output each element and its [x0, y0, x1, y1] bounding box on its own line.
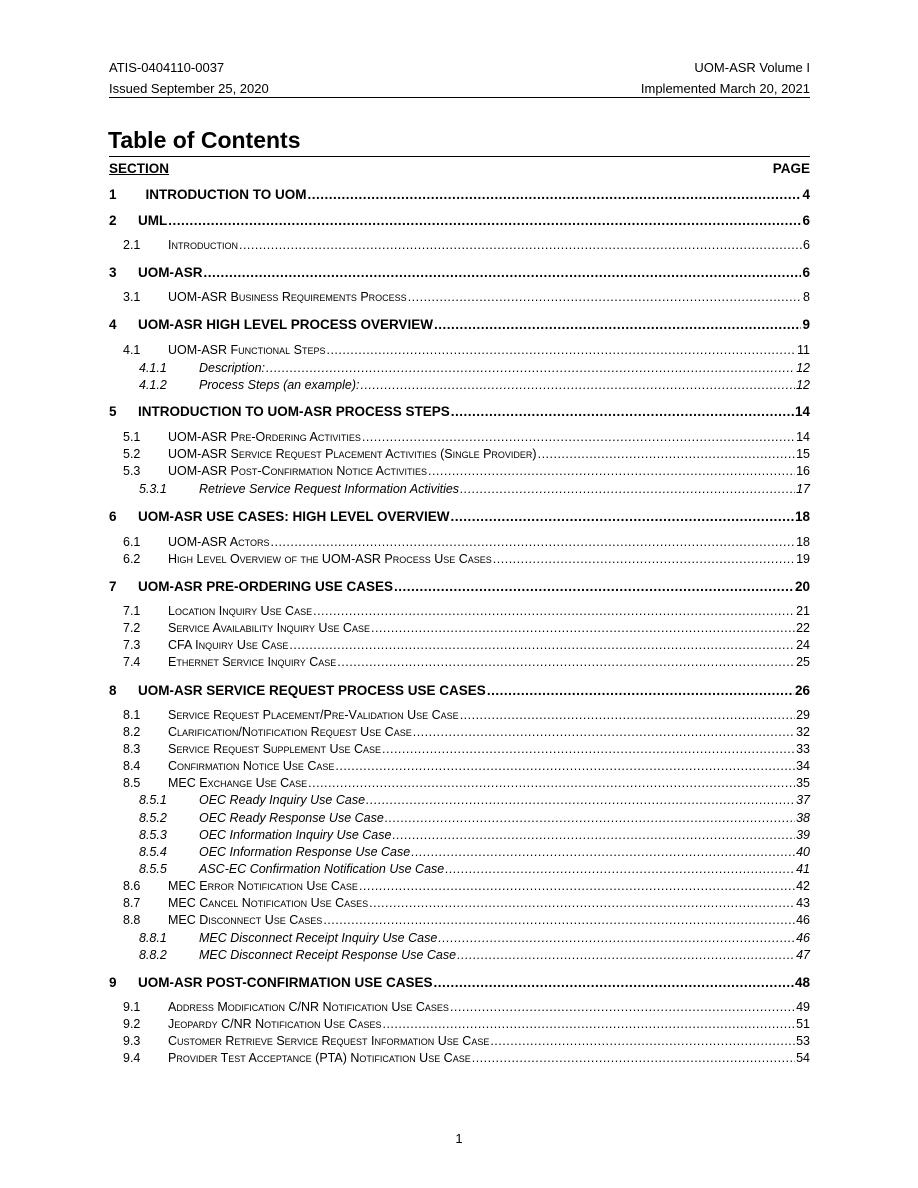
toc-entry-page: 40	[796, 845, 810, 859]
running-header-dates	[109, 81, 810, 98]
dot-leader	[451, 508, 794, 525]
toc-entry[interactable]	[109, 725, 810, 740]
toc-entry[interactable]	[109, 776, 810, 791]
toc-entry-page: 9	[802, 317, 810, 332]
dot-leader	[434, 316, 801, 333]
toc-entry-number: 2	[109, 213, 117, 228]
toc-entry-title: MEC Error Notification Use Case	[168, 879, 358, 893]
toc-entry-page: 18	[796, 535, 810, 549]
toc-entry-number: 6	[109, 509, 117, 524]
toc-entry-title: UOM-ASR USE CASES: HIGH LEVEL OVERVIEW	[138, 509, 450, 524]
title-divider	[109, 156, 810, 157]
toc-entry-number: 6.1	[123, 535, 141, 549]
issued-date: Issued September 25, 2020	[109, 81, 269, 96]
toc-entry-page: 8	[803, 290, 810, 304]
toc-entry-number: 8.4	[123, 759, 141, 773]
toc-entry-title: UOM-ASR Functional Steps	[168, 343, 326, 357]
toc-entry[interactable]	[109, 361, 810, 376]
dot-leader	[361, 378, 796, 393]
toc-entry-number: 8.5.1	[139, 793, 167, 807]
toc-entry-title: Service Availability Inquiry Use Case	[168, 621, 370, 635]
toc-entry-number: 2.1	[123, 238, 141, 252]
toc-entry-page: 34	[796, 759, 810, 773]
toc-entry[interactable]	[109, 759, 810, 774]
toc-entry[interactable]	[109, 378, 810, 393]
toc-entry-page: 25	[796, 655, 810, 669]
toc-entry-title: Address Modification C/NR Notification Use Cases	[168, 1000, 449, 1014]
dot-leader	[308, 186, 802, 203]
toc-entry-page: 46	[796, 931, 810, 945]
toc-entry-page: 6	[803, 238, 810, 252]
dot-leader	[490, 1034, 795, 1049]
toc-entry[interactable]	[109, 742, 810, 757]
dot-leader	[451, 403, 794, 420]
dot-leader	[460, 708, 795, 723]
toc-entry-title: Provider Test Acceptance (PTA) Notification Use Case	[168, 1051, 471, 1065]
dot-leader	[460, 482, 795, 497]
toc-entry-title: Jeopardy C/NR Notification Use Cases	[168, 1017, 382, 1031]
dot-leader	[359, 879, 795, 894]
dot-leader	[428, 464, 795, 479]
toc-entry[interactable]	[109, 212, 810, 229]
toc-entry[interactable]	[109, 913, 810, 928]
toc-entry-page: 6	[802, 265, 810, 280]
toc-entry-title: UOM-ASR	[138, 265, 203, 280]
toc-entry-number: 7	[109, 579, 117, 594]
toc-entry-page: 48	[794, 975, 810, 990]
toc-entry-page: 54	[796, 1051, 810, 1065]
toc-entry-title: UOM-ASR Post-Confirmation Notice Activities	[168, 464, 427, 478]
toc-entry-page: 20	[794, 579, 810, 594]
toc-entry-number: 8.8	[123, 913, 141, 927]
toc-entry-page: 33	[796, 742, 810, 756]
dot-leader	[369, 896, 795, 911]
dot-leader	[168, 212, 801, 229]
toc-entry[interactable]	[109, 290, 810, 305]
toc-entry-number: 1	[109, 187, 117, 202]
toc-entry[interactable]	[109, 811, 810, 826]
toc-entry-page: 51	[796, 1017, 810, 1031]
toc-entry-title: MEC Cancel Notification Use Cases	[168, 896, 369, 910]
dot-leader	[457, 948, 795, 963]
toc-entry-title: MEC Disconnect Use Cases	[168, 913, 323, 927]
toc-entry-page: 4	[802, 187, 810, 202]
toc-entry[interactable]	[109, 948, 810, 963]
toc-entry-number: 4	[109, 317, 117, 332]
volume-label: UOM-ASR Volume I	[694, 60, 810, 75]
toc-entry-page: 22	[796, 621, 810, 635]
dot-leader	[392, 828, 795, 843]
dot-leader	[313, 604, 795, 619]
toc-entry-page: 38	[796, 811, 810, 825]
toc-entry-number: 4.1.2	[139, 378, 167, 392]
toc-entry-page: 24	[796, 638, 810, 652]
toc-entry-number: 7.2	[123, 621, 141, 635]
toc-entry[interactable]	[109, 862, 810, 877]
toc-entry[interactable]	[109, 708, 810, 723]
toc-entry[interactable]	[109, 974, 810, 991]
toc-entry-number: 4.1	[123, 343, 141, 357]
dot-leader	[394, 578, 794, 595]
dot-leader	[538, 447, 796, 462]
toc-entry-title: UOM-ASR Actors	[168, 535, 270, 549]
toc-entry-title: Confirmation Notice Use Case	[168, 759, 335, 773]
toc-entry-title: Process Steps (an example):	[199, 378, 360, 392]
toc-title: Table of Contents	[108, 127, 301, 153]
toc-entry[interactable]	[109, 1000, 810, 1015]
toc-entry-number: 8.5	[123, 776, 141, 790]
toc-entry[interactable]	[109, 552, 810, 567]
toc-entry-page: 42	[796, 879, 810, 893]
toc-entry-number: 8.5.4	[139, 845, 167, 859]
toc-entry-number: 7.3	[123, 638, 141, 652]
dot-leader	[413, 725, 795, 740]
toc-entry[interactable]	[109, 1051, 810, 1066]
toc-entry[interactable]	[109, 931, 810, 946]
dot-leader	[323, 913, 795, 928]
toc-entry-page: 19	[796, 552, 810, 566]
toc-entry-number: 8.5.3	[139, 828, 167, 842]
dot-leader	[289, 638, 795, 653]
toc-entry-number: 8.3	[123, 742, 141, 756]
toc-entry-number: 8.6	[123, 879, 141, 893]
dot-leader	[326, 343, 796, 358]
toc-entry-page: 41	[796, 862, 810, 876]
toc-entry-title: OEC Ready Inquiry Use Case	[199, 793, 366, 807]
toc-entry-page: 21	[796, 604, 810, 618]
toc-column-headings	[109, 161, 810, 177]
toc-entry-number: 8.8.2	[139, 948, 167, 962]
toc-entry-title: CFA Inquiry Use Case	[168, 638, 289, 652]
toc-entry-number: 8.8.1	[139, 931, 167, 945]
toc-entry-title: MEC Exchange Use Case	[168, 776, 308, 790]
toc-entry-number: 5.1	[123, 430, 141, 444]
toc-entry-title: INTRODUCTION TO UOM	[138, 187, 307, 202]
dot-leader	[308, 776, 795, 791]
toc-entry[interactable]	[109, 508, 810, 525]
toc-entry-page: 49	[796, 1000, 810, 1014]
dot-leader	[493, 552, 795, 567]
toc-entry-title: UOM-ASR Service Request Placement Activities (Single Provider)	[168, 447, 537, 461]
dot-leader	[434, 974, 794, 991]
toc-entry[interactable]	[109, 403, 810, 420]
toc-entry[interactable]	[109, 682, 810, 699]
toc-entry-number: 3.1	[123, 290, 141, 304]
toc-entry[interactable]	[109, 879, 810, 894]
dot-leader	[271, 535, 796, 550]
toc-entry[interactable]	[109, 343, 810, 358]
toc-entry-number: 3	[109, 265, 117, 280]
toc-entry-title: UOM-ASR SERVICE REQUEST PROCESS USE CASES	[138, 683, 486, 698]
toc-entry[interactable]	[109, 793, 810, 808]
toc-entry-page: 12	[796, 378, 810, 392]
toc-entry-title: UOM-ASR PRE-ORDERING USE CASES	[138, 579, 394, 594]
toc-entry-title: UOM-ASR POST-CONFIRMATION USE CASES	[138, 975, 433, 990]
toc-entry-title: Description:	[199, 361, 265, 375]
dot-leader	[371, 621, 795, 636]
toc-entry-number: 8.5.2	[139, 811, 167, 825]
dot-leader	[266, 361, 795, 376]
toc-entry-number: 5.2	[123, 447, 141, 461]
toc-entry-title: Customer Retrieve Service Request Information Use Case	[168, 1034, 490, 1048]
toc-entry-number: 5.3	[123, 464, 141, 478]
toc-entry-page: 39	[796, 828, 810, 842]
toc-entry-title: OEC Information Inquiry Use Case	[199, 828, 392, 842]
dot-leader	[450, 1000, 795, 1015]
toc-entry-number: 9	[109, 975, 117, 990]
toc-entry-title: Ethernet Service Inquiry Case	[168, 655, 337, 669]
toc-entry-title: INTRODUCTION TO UOM-ASR PROCESS STEPS	[138, 404, 450, 419]
toc-entry-title: Service Request Placement/Pre-Validation Use Case	[168, 708, 459, 722]
toc-entry[interactable]	[109, 845, 810, 860]
toc-entry-title: MEC Disconnect Receipt Response Use Case	[199, 948, 457, 962]
toc-entry-title: UOM-ASR HIGH LEVEL PROCESS OVERVIEW	[138, 317, 434, 332]
dot-leader	[411, 845, 795, 860]
dot-leader	[362, 430, 795, 445]
toc-entry-number: 8.5.5	[139, 862, 167, 876]
toc-entry-page: 6	[802, 213, 810, 228]
toc-entry-title: ASC-EC Confirmation Notification Use Case	[199, 862, 445, 876]
toc-entry-title: Clarification/Notification Request Use Case	[168, 725, 412, 739]
dot-leader	[382, 1017, 795, 1032]
toc-entry-title: Introduction	[168, 238, 238, 252]
dot-leader	[472, 1051, 795, 1066]
toc-entry-number: 6.2	[123, 552, 141, 566]
toc-entry-number: 5.3.1	[139, 482, 167, 496]
toc-entry-page: 17	[796, 482, 810, 496]
toc-entry-page: 43	[796, 896, 810, 910]
toc-entry-number: 8.1	[123, 708, 141, 722]
toc-entry-page: 11	[797, 343, 810, 357]
toc-entry[interactable]	[109, 828, 810, 843]
dot-leader	[382, 742, 795, 757]
toc-entry-title: OEC Ready Response Use Case	[199, 811, 384, 825]
toc-entry-number: 5	[109, 404, 117, 419]
dot-leader	[366, 793, 795, 808]
toc-entry-number: 9.2	[123, 1017, 141, 1031]
toc-entry[interactable]	[109, 316, 810, 333]
toc-entry-page: 53	[796, 1034, 810, 1048]
toc-entry-page: 14	[794, 404, 810, 419]
dot-leader	[204, 264, 802, 281]
toc-entry-page: 32	[796, 725, 810, 739]
dot-leader	[445, 862, 795, 877]
toc-entry-page: 35	[796, 776, 810, 790]
toc-entry[interactable]	[109, 238, 810, 253]
page-column-label: PAGE	[772, 161, 810, 176]
toc-entry[interactable]	[109, 621, 810, 636]
toc-entry-number: 9.1	[123, 1000, 141, 1014]
section-column-label: SECTION	[109, 161, 170, 176]
toc-entry[interactable]	[109, 482, 810, 497]
toc-entry[interactable]	[109, 535, 810, 550]
toc-entry-page: 14	[796, 430, 810, 444]
dot-leader	[438, 931, 795, 946]
toc-entry[interactable]	[109, 464, 810, 479]
toc-entry-title: High Level Overview of the UOM-ASR Process Use Cases	[168, 552, 492, 566]
dot-leader	[385, 811, 795, 826]
toc-entry[interactable]	[109, 638, 810, 653]
dot-leader	[487, 682, 794, 699]
dot-leader	[335, 759, 795, 774]
toc-entry-number: 7.1	[123, 604, 141, 618]
toc-entry-number: 8.2	[123, 725, 141, 739]
toc-entry-title: UOM-ASR Pre-Ordering Activities	[168, 430, 361, 444]
dot-leader	[408, 290, 802, 305]
toc-entry-page: 46	[796, 913, 810, 927]
toc-entry-number: 8.7	[123, 896, 141, 910]
page-number: 1	[455, 1131, 463, 1146]
toc-entry-title: OEC Information Response Use Case	[199, 845, 411, 859]
toc-entry[interactable]	[109, 1034, 810, 1049]
toc-entry-number: 8	[109, 683, 117, 698]
toc-entry[interactable]	[109, 264, 810, 281]
toc-entry-number: 7.4	[123, 655, 141, 669]
dot-leader	[239, 238, 802, 253]
toc-entry-title: UML	[138, 213, 168, 228]
toc-entry-number: 9.4	[123, 1051, 141, 1065]
toc-entry[interactable]	[109, 604, 810, 619]
toc-entry-page: 29	[796, 708, 810, 722]
toc-entry[interactable]	[109, 186, 810, 203]
toc-entry-number: 9.3	[123, 1034, 141, 1048]
toc-entry-title: Location Inquiry Use Case	[168, 604, 313, 618]
toc-entry[interactable]	[109, 578, 810, 595]
implemented-date: Implemented March 20, 2021	[640, 81, 810, 96]
toc-entry-title: UOM-ASR Business Requirements Process	[168, 290, 407, 304]
toc-entry-title: MEC Disconnect Receipt Inquiry Use Case	[199, 931, 438, 945]
toc-entry-number: 4.1.1	[139, 361, 167, 375]
toc-entry[interactable]	[109, 655, 810, 670]
toc-entry-page: 16	[796, 464, 810, 478]
toc-entry[interactable]	[109, 447, 810, 462]
toc-entry-page: 18	[794, 509, 810, 524]
toc-entry-title: Retrieve Service Request Information Activities	[199, 482, 460, 496]
toc-entry[interactable]	[109, 1017, 810, 1032]
toc-entry-page: 47	[796, 948, 810, 962]
toc-entry-page: 26	[794, 683, 810, 698]
document-id: ATIS-0404110-0037	[109, 60, 225, 75]
toc-entry-page: 15	[796, 447, 810, 461]
toc-entry-title: Service Request Supplement Use Case	[168, 742, 382, 756]
toc-entry-page: 37	[796, 793, 810, 807]
toc-entry[interactable]	[109, 896, 810, 911]
toc-entry[interactable]	[109, 430, 810, 445]
toc-entry-page: 12	[796, 361, 810, 375]
dot-leader	[337, 655, 795, 670]
running-header-top	[109, 60, 810, 76]
